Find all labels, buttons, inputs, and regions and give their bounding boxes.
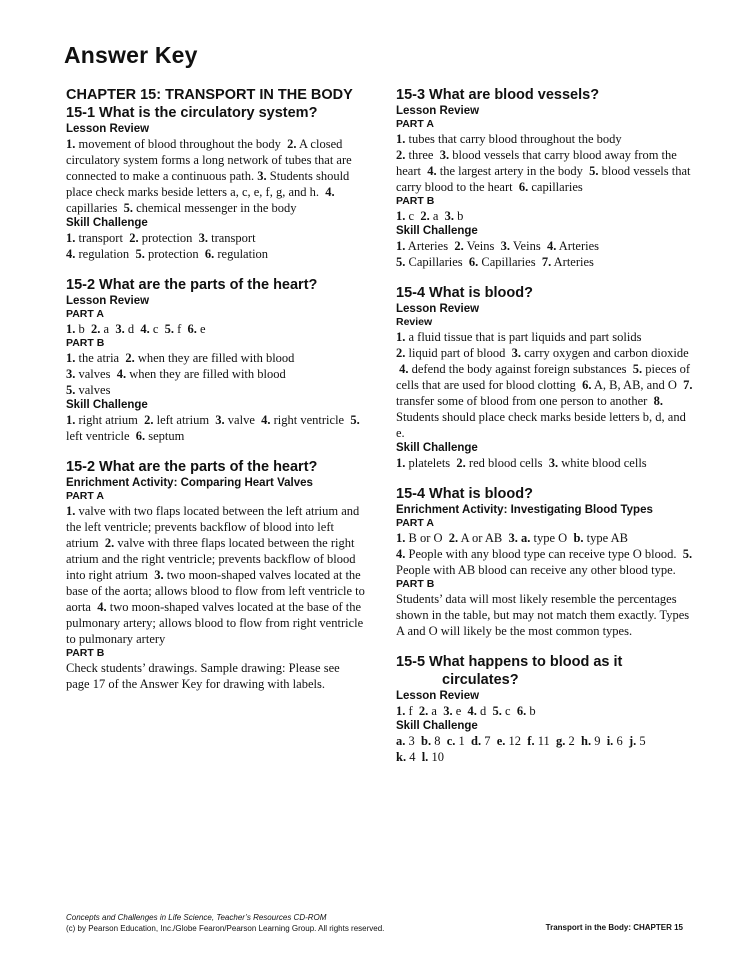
subsection-heading: Lesson Review xyxy=(66,123,150,135)
subsection-heading: Lesson Review xyxy=(396,105,480,117)
subsection-heading: Lesson Review xyxy=(396,690,480,702)
answer-text: Check students’ drawings. Sample drawing: Please see page 17 of the Answer Key for drawing with labels. xyxy=(66,661,340,691)
answer-text: 1. tubes that carry blood throughout the body 2. three 3. blood vessels that carry blood away from the heart 4. the largest artery in the body 5. blood vessels that carry blood to the heart 6. capillaries xyxy=(396,132,691,194)
section-title: 15-5 What happens to blood as it xyxy=(396,654,623,670)
section-title-continued: circulates? xyxy=(442,672,519,688)
subsection-heading: Skill Challenge xyxy=(396,442,478,454)
subsection-heading: Skill Challenge xyxy=(66,217,148,229)
answer-text: 1. f 2. a 3. e 4. d 5. c 6. b xyxy=(396,704,536,718)
answer-text: 1. platelets 2. red blood cells 3. white blood cells xyxy=(396,456,647,470)
part-label: PART A xyxy=(396,118,434,130)
answer-text: 1. a fluid tissue that is part liquids and part solids 2. liquid part of blood 3. carry oxygen and carbon dioxide 4. defend the body against foreign substances 5. pieces of cells that are used for blood clotting 6. A, B, AB, and O 7. transfer some of blood from one person to another 8. Students should place check marks beside letters b, d, and e. xyxy=(396,330,693,440)
subsection-heading: Enrichment Activity: Comparing Heart Valves xyxy=(66,477,313,489)
left-section xyxy=(66,458,366,692)
answer-text: 1. B or O 2. A or AB 3. a. type O b. type AB 4. People with any blood type can receive type O blood. 5. People with AB blood can receive any other blood type. xyxy=(396,531,693,577)
left-section xyxy=(66,86,366,262)
part-label: PART A xyxy=(396,517,434,529)
section-title: 15-4 What is blood? xyxy=(396,486,533,502)
answer-text: 1. c 2. a 3. b xyxy=(396,209,464,223)
footer-copyright: (c) by Pearson Education, Inc./Globe Fearon/Pearson Learning Group. All rights reserved. xyxy=(66,924,385,933)
part-label: PART A xyxy=(66,490,104,502)
part-label: PART B xyxy=(396,195,435,207)
section-title: 15-2 What are the parts of the heart? xyxy=(66,459,318,475)
subsection-heading: Skill Challenge xyxy=(66,399,148,411)
subsection-heading: Skill Challenge xyxy=(396,225,478,237)
right-section xyxy=(396,485,696,639)
section-title: 15-1 What is the circulatory system? xyxy=(66,105,318,121)
subsection-heading: Enrichment Activity: Investigating Blood Types xyxy=(396,504,653,516)
left-section xyxy=(66,276,366,444)
part-label: PART B xyxy=(66,337,105,349)
part-label: Review xyxy=(396,316,433,328)
section-spacer xyxy=(396,270,696,284)
answer-text: 1. right atrium 2. left atrium 3. valve 4. right ventricle 5. left ventricle 6. septum xyxy=(66,413,360,443)
footer-left xyxy=(66,912,384,934)
section-spacer xyxy=(66,444,366,458)
section-title: 15-2 What are the parts of the heart? xyxy=(66,277,318,293)
left-column xyxy=(66,86,366,692)
right-column xyxy=(396,86,696,765)
subsection-heading: Lesson Review xyxy=(66,295,150,307)
footer-book-title: Concepts and Challenges in Life Science, Teacher’s Resources CD-ROM xyxy=(66,913,327,922)
right-section xyxy=(396,653,696,765)
part-label: PART B xyxy=(396,578,435,590)
chapter-title: CHAPTER 15: TRANSPORT IN THE BODY xyxy=(66,87,353,103)
part-label: PART A xyxy=(66,308,104,320)
right-section xyxy=(396,86,696,270)
footer-chapter: Transport in the Body: CHAPTER 15 xyxy=(545,923,683,932)
answer-text: 1. transport 2. protection 3. transport 4. regulation 5. protection 6. regulation xyxy=(66,231,269,261)
section-spacer xyxy=(396,471,696,485)
section-spacer xyxy=(66,262,366,276)
page-title: Answer Key xyxy=(64,42,198,68)
answer-text: Students’ data will most likely resemble the percentages shown in the table, but may not match them exactly. Types A and O will likely be the most common types. xyxy=(396,592,690,638)
subsection-heading: Skill Challenge xyxy=(396,720,478,732)
answer-text: 1. movement of blood throughout the body 2. A closed circulatory system forms a long network of tubes that are connected to make a continuous path. 3. Students should place check marks beside letters a, c, e, f, g, and h. 4. capillaries 5. chemical messenger in the body xyxy=(66,137,352,215)
right-section xyxy=(396,284,696,471)
answer-text: 1. Arteries 2. Veins 3. Veins 4. Arteries 5. Capillaries 6. Capillaries 7. Arteries xyxy=(396,239,600,269)
part-label: PART B xyxy=(66,647,105,659)
answer-text: 1. valve with two flaps located between the left atrium and the left ventricle; prevents backflow of blood into left atrium 2. valve with three flaps located between the right atrium and the right ventricle; prevents backflow of blood into right atrium 3. two moon-shaped valves located at the base of the aorta; allows blood to flow from left ventricle to aorta 4. two moon-shaped valves located at the base of the pulmonary artery; allows blood to flow from right ventricle to pulmonary artery xyxy=(66,504,365,646)
answer-text: a. 3 b. 8 c. 1 d. 7 e. 12 f. 11 g. 2 h. 9 i. 6 j. 5 k. 4 l. 10 xyxy=(396,734,646,764)
answer-text: 1. b 2. a 3. d 4. c 5. f 6. e xyxy=(66,322,206,336)
answer-text: 1. the atria 2. when they are filled with blood 3. valves 4. when they are filled with blood 5. valves xyxy=(66,351,295,397)
section-title: 15-4 What is blood? xyxy=(396,285,533,301)
section-spacer xyxy=(396,639,696,653)
section-title: 15-3 What are blood vessels? xyxy=(396,87,600,103)
subsection-heading: Lesson Review xyxy=(396,303,480,315)
